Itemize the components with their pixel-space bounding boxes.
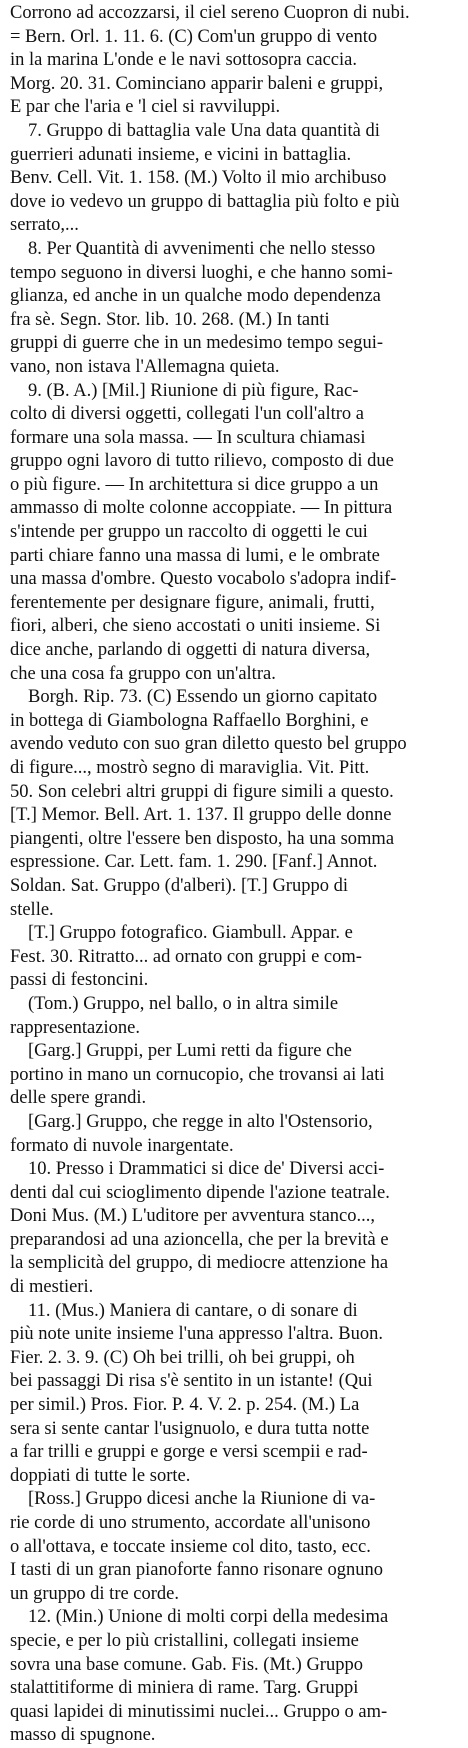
text-line: gruppi di guerre che in un medesimo tempo segui- [10,333,383,354]
text-line: piangenti, oltre l'essere ben disposto, ha una somma [10,828,395,849]
text-line: 11. (Mus.) Maniera di cantare, o di sonare di [28,1300,358,1321]
text-line: rie corde di uno strumento, accordate all'unisono [10,1513,371,1533]
text-line: a far trilli e gruppi e gorge e versi scempii e rad- [10,1442,368,1463]
text-line: in la marina L'onde e le navi sottosopra caccia. [10,50,357,71]
text-line: guerrieri adunati insieme, e vicini in battaglia. [10,144,352,165]
text-line: masso di spugnone. [10,1725,156,1746]
text-line: formare una sola massa. — In scultura chiamasi [10,427,366,448]
text-line: in bottega di Giambologna Raffaello Borghini, e [10,710,369,731]
text-line: parti chiare fanno una massa di lumi, e le ombrate [10,545,380,566]
text-line: una massa d'ombre. Questo vocabolo s'adopra indif- [10,569,397,590]
text-line: espressione. Car. Lett. fam. 1. 290. [Fanf.] Annot. [10,852,378,873]
text-line: [Ross.] Gruppo dicesi anche la Riunione di va- [28,1489,376,1510]
text-line: Fier. 2. 3. 9. (C) Oh bei trilli, oh bei gruppi, oh [10,1347,355,1368]
text-line: Borgh. Rip. 73. (C) Essendo un giorno capitato [28,687,378,708]
text-line: la semplicità del gruppo, di mediocre attenzione ha [10,1253,389,1274]
text-line: [T.] Gruppo fotografico. Giambull. Appar. e [28,923,353,944]
text-line: gruppo ogni lavoro di tutto rilievo, composto di due [10,451,394,472]
text-line: 12. (Min.) Unione di molti corpi della medesima [28,1607,389,1628]
text-line: colto di diversi oggetti, collegati l'un coll'altro a [10,404,364,425]
text-line: doppiati di tutte le sorte. [10,1465,191,1486]
text-line: s'intende per gruppo un raccolto di oggetti le cui [10,522,368,543]
text-line: denti dal cui scioglimento dipende l'azione teatrale. [10,1182,390,1203]
text-line: Corrono ad accozzarsi, il ciel sereno Cuopron di nubi. [10,3,410,23]
text-line: fiori, alberi, che sieno accostati o uniti insieme. Si [10,616,381,637]
text-line: o all'ottava, e toccate insieme col dito, tasto, ecc. [10,1536,371,1557]
text-line: di mestieri. [10,1277,94,1298]
text-line: quasi lapidei di minutissimi nuclei... Gruppo o am- [10,1701,388,1722]
text-line: [Garg.] Gruppi, per Lumi retti da figure che [28,1041,352,1062]
text-line: E par che l'aria e 'l ciel si ravviluppi. [10,97,281,118]
text-line: 7. Gruppo di battaglia vale Una data quantità di [28,120,380,141]
text-line: bei passaggi Di risa s'è sentito in un istante! (Qui [10,1371,373,1392]
text-line: serrato,... [10,215,79,236]
text-line: 10. Presso i Drammatici si dice de' Diversi acci- [28,1159,385,1180]
text-line: Fest. 30. Ritratto... ad ornato con gruppi e com- [10,946,362,967]
text-line: [T.] Memor. Bell. Art. 1. 137. Il gruppo delle donne [10,805,392,826]
text-line: avendo veduto con suo gran diletto questo bel gruppo [10,734,407,755]
text-line: passi di festoncini. [10,970,149,991]
text-line: o più figure. — In architettura si dice gruppo a un [10,474,379,495]
text-line: Benv. Cell. Vit. 1. 158. (M.) Volto il mio archibuso [10,168,387,189]
text-line: specie, e per lo più cristallini, collegati insieme [10,1630,359,1651]
text-line: stelle. [10,899,54,920]
text-line: 50. Son celebri altri gruppi di figure simili a questo. [10,781,394,802]
text-line: 8. Per Quantità di avvenimenti che nello stesso [28,238,376,259]
text-line: per simil.) Pros. Fior. P. 4. V. 2. p. 254. (M.) La [10,1395,360,1416]
text-line: ammasso di molte colonne accoppiate. — In pittura [10,498,393,519]
text-line: Doni Mus. (M.) L'uditore per avventura stanco..., [10,1206,376,1227]
text-line: sovra una base comune. Gab. Fis. (Mt.) Gruppo [10,1654,363,1675]
text-line: ferentemente per designare figure, animali, frutti, [10,592,375,613]
text-line: preparandosi ad una azioncella, che per la brevità e [10,1229,389,1250]
text-line: (Tom.) Gruppo, nel ballo, o in altra simile [28,993,339,1014]
text-line: di figure..., mostrò segno di maraviglia. Vit. Pitt. [10,758,370,778]
text-line: dove io vedevo un gruppo di battaglia più folto e più [10,191,400,212]
text-line: rappresentazione. [10,1017,140,1038]
text-line: stalattitiforme di miniera di rame. Targ. Gruppi [10,1678,359,1699]
text-line: = Bern. Orl. 1. 11. 6. (C) Com'un gruppo di vento [10,26,378,47]
text-line: I tasti di un gran pianoforte fanno risonare ognuno [10,1560,383,1581]
text-line: [Garg.] Gruppo, che regge in alto l'Ostensorio, [28,1111,373,1132]
text-line: vano, non istava l'Allemagna quieta. [10,356,280,377]
text-line: Soldan. Sat. Gruppo (d'alberi). [T.] Gruppo di [10,875,348,896]
text-line: 9. (B. A.) [Mil.] Riunione di più figure, Rac- [28,380,359,401]
text-line: tempo seguono in diversi luoghi, e che hanno somi- [10,262,393,283]
text-line: Morg. 20. 31. Cominciano apparir baleni e gruppi, [10,73,384,94]
text-line: che una cosa fa gruppo con un'altra. [10,663,276,684]
text-line: glianza, ed anche in un qualche modo dependenza [10,286,381,307]
text-line: più note unite insieme l'una appresso l'altra. Buon. [10,1324,383,1345]
text-line: sera si sente cantar l'usignuolo, e dura tutta notte [10,1418,370,1439]
text-line: un gruppo di tre corde. [10,1583,180,1604]
text-line: delle spere grandi. [10,1088,147,1109]
text-line: portino in mano un cornucopio, che trovansi ai lati [10,1064,385,1085]
text-line: fra sè. Segn. Stor. lib. 10. 268. (M.) In tanti [10,309,330,330]
text-line: formato di nuvole inargentate. [10,1135,234,1156]
text-line: dice anche, parlando di oggetti di natura diversa, [10,640,371,661]
